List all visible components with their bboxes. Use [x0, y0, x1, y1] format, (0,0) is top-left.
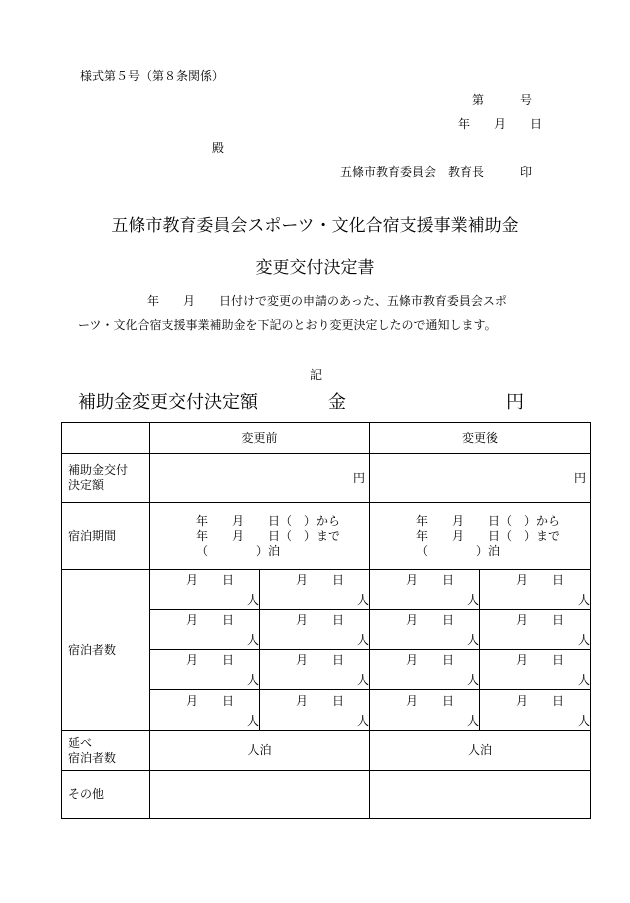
- period-row-label: 宿泊期間: [62, 503, 150, 570]
- guest-cell-person: 人: [578, 673, 591, 687]
- guest-cell: [370, 610, 480, 650]
- period-after-to: 年 月 日（ ）まで: [416, 528, 561, 543]
- guest-cell-person: 人: [357, 713, 370, 728]
- document-number: 第 号: [472, 93, 533, 107]
- body-text-line-1: 年 月 日付けで変更の申請のあった、五條市教育委員会スポ: [147, 294, 507, 308]
- header-empty-cell: [62, 423, 150, 454]
- guest-cell-date: 月 日: [186, 693, 235, 708]
- guests-row-label: 宿泊者数: [62, 570, 150, 731]
- guest-cell-person: 人: [246, 633, 259, 647]
- guest-cell-person: 人: [357, 673, 370, 687]
- guest-cell-date: 月 日: [516, 693, 565, 708]
- guest-cell-person: 人: [246, 713, 259, 728]
- table-row-amount: [62, 454, 591, 503]
- period-after-from: 年 月 日（ ）から: [416, 513, 561, 528]
- table-header-row: [62, 423, 591, 454]
- guest-cell-person: 人: [467, 673, 480, 687]
- guest-cell-date: 月 日: [186, 613, 235, 627]
- issuer-line: 五條市教育委員会 教育長 印: [340, 165, 533, 179]
- other-after-value: [370, 771, 591, 819]
- total-before-value: 人泊: [150, 731, 370, 771]
- period-before-nights: （ ）泊: [196, 543, 281, 558]
- guest-cell-person: 人: [578, 713, 591, 728]
- guest-cell-person: 人: [467, 633, 480, 647]
- guest-cell: [480, 650, 591, 690]
- guest-cell: [150, 570, 260, 610]
- guest-cell-date: 月 日: [186, 653, 235, 667]
- guest-cell-date: 月 日: [516, 653, 565, 667]
- guest-cell-date: 月 日: [186, 573, 235, 587]
- guest-cell: [260, 690, 370, 731]
- guest-cell: [260, 650, 370, 690]
- guest-cell: [480, 690, 591, 731]
- guest-cell-person: 人: [357, 633, 370, 647]
- guest-cell: [370, 690, 480, 731]
- guest-cell: [370, 570, 480, 610]
- total-row-label-2: 宿泊者数: [68, 750, 117, 765]
- guest-cell-date: 月 日: [296, 653, 345, 667]
- guest-cell: [260, 610, 370, 650]
- table-row-total: [62, 731, 591, 771]
- period-after-nights: （ ）泊: [416, 543, 501, 558]
- guest-cell-person: 人: [467, 713, 480, 728]
- header-after: 変更後: [370, 423, 591, 454]
- other-before-value: [150, 771, 370, 819]
- guest-cell: [480, 570, 591, 610]
- guest-cell: [480, 610, 591, 650]
- amount-kin: 金: [328, 392, 346, 413]
- guest-cell: [150, 610, 260, 650]
- guest-cell-date: 月 日: [516, 573, 565, 587]
- table-row-period: [62, 503, 591, 570]
- guest-cell: [150, 690, 260, 731]
- document-date: 年 月 日: [458, 117, 543, 131]
- guest-cell-date: 月 日: [406, 573, 455, 587]
- amount-after-value: 円: [370, 454, 591, 503]
- total-after-value: 人泊: [370, 731, 591, 771]
- ki-heading: 記: [310, 368, 323, 382]
- guest-cell: [150, 650, 260, 690]
- guest-cell-date: 月 日: [406, 613, 455, 627]
- guest-cell-date: 月 日: [406, 653, 455, 667]
- amount-row-label-1: 補助金交付: [68, 463, 129, 477]
- header-before: 変更前: [150, 423, 370, 454]
- other-row-label: その他: [62, 771, 150, 819]
- addressee-suffix: 殿: [212, 141, 225, 155]
- guest-cell-person: 人: [578, 593, 591, 607]
- guest-cell-date: 月 日: [406, 693, 455, 708]
- guest-cell-person: 人: [467, 593, 480, 607]
- document-title: 五條市教育委員会スポーツ・文化合宿支援事業補助金: [111, 216, 519, 236]
- amount-label: 補助金変更交付決定額: [78, 392, 258, 413]
- period-before-to: 年 月 日（ ）まで: [196, 528, 341, 543]
- guest-cell-person: 人: [246, 593, 259, 607]
- guest-cell-person: 人: [246, 673, 259, 687]
- amount-yen: 円: [506, 392, 524, 413]
- table-row-guests-1: [62, 570, 591, 610]
- guest-cell-date: 月 日: [296, 613, 345, 627]
- body-text-line-2: ーツ・文化合宿支援事業補助金を下記のとおり変更決定したので通知します。: [78, 318, 497, 332]
- amount-row-label: [62, 454, 150, 503]
- amount-row-label-2: 決定額: [68, 478, 105, 492]
- period-before-from: 年 月 日（ ）から: [196, 513, 341, 528]
- document-subtitle: 変更交付決定書: [255, 258, 375, 278]
- table-row-other: [62, 771, 591, 819]
- total-row-label-1: 延べ: [68, 735, 93, 750]
- guest-cell-date: 月 日: [516, 613, 565, 627]
- guest-cell-person: 人: [578, 633, 591, 647]
- total-row-label: [62, 731, 150, 771]
- guest-cell: [370, 650, 480, 690]
- guest-cell-person: 人: [357, 593, 370, 607]
- period-before: [150, 503, 370, 570]
- decision-table: [61, 422, 591, 819]
- guest-cell-date: 月 日: [296, 693, 345, 708]
- guest-cell: [260, 570, 370, 610]
- form-number: 様式第５号（第８条関係）: [80, 69, 225, 83]
- amount-before-value: 円: [150, 454, 370, 503]
- period-after: [370, 503, 591, 570]
- guest-cell-date: 月 日: [296, 573, 345, 587]
